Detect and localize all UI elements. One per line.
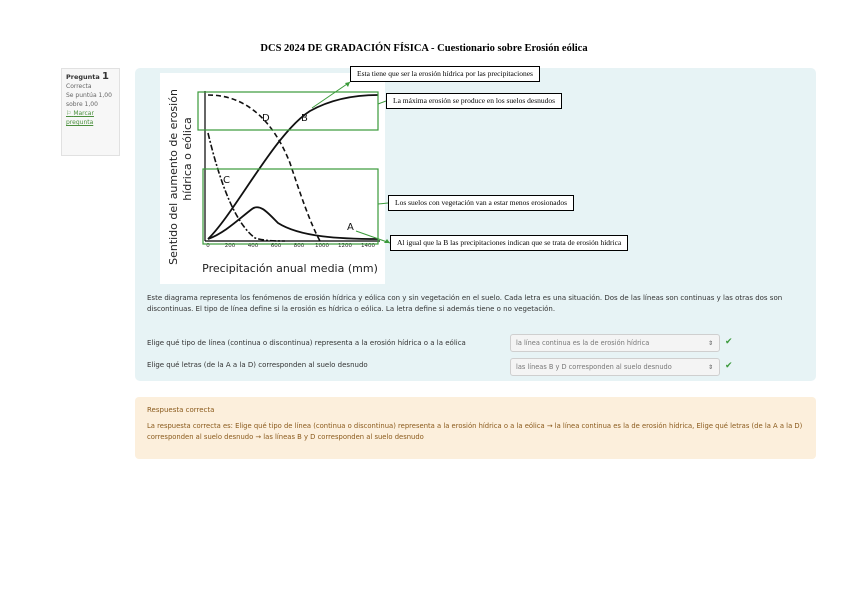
y-axis-title-line1: Sentido del aumento de erosión	[167, 89, 180, 265]
arrow-callout-2	[378, 101, 386, 104]
callout-hidrica: Esta tiene que ser la erosión hídrica por las precipitaciones	[350, 66, 540, 82]
arrow-callout-3	[378, 203, 388, 204]
check-icon: ✔	[725, 361, 733, 371]
flag-icon: ⚐	[66, 110, 72, 117]
x-axis-title: Precipitación anual media (mm)	[202, 262, 378, 275]
x-tick-800: 800	[293, 243, 305, 249]
x-tick-1000: 1000	[315, 243, 329, 249]
flag-question-link[interactable]: ⚐ Marcar pregunta	[66, 110, 94, 126]
curve-label-C: C	[223, 175, 230, 186]
feedback-text: La respuesta correcta es: Elige qué tipo de línea (continua o discontinua) representa a la erosión hídrica o a la eólica → la línea continua es la de erosión hídrica, Elige qué letras (de la A a la D) corresponden al suelo desnudo → las líneas B y D corresponden al suelo desnudo	[147, 422, 803, 441]
curve-label-D: D	[262, 113, 270, 124]
callout-vegetacion: Los suelos con vegetación van a estar menos erosionados	[388, 195, 574, 211]
x-tick-400: 400	[247, 243, 259, 249]
question-status: Correcta	[66, 83, 92, 90]
answer-select-2[interactable]: las líneas B y D corresponden al suelo desnudo ⇕	[510, 358, 720, 376]
answer-select-1[interactable]: la línea continua es la de erosión hídrica ⇕	[510, 334, 720, 352]
x-tick-1200: 1200	[338, 243, 352, 249]
arrow-callout-1	[312, 82, 350, 108]
select-arrow-icon: ⇕	[707, 364, 713, 371]
check-icon: ✔	[725, 337, 733, 347]
y-axis-title-line2: hídrica o eólica	[181, 117, 194, 201]
question-score: Se puntúa 1,00 sobre 1,00	[66, 92, 112, 108]
curve-label-B: B	[301, 113, 308, 124]
question-prompt-1: Elige qué tipo de línea (continua o discontinua) representa a la erosión hídrica o a la eólica	[147, 339, 466, 347]
question-prompt-2: Elige qué letras (de la A a la D) corresponden al suelo desnudo	[147, 361, 368, 369]
x-tick-200: 200	[224, 243, 236, 249]
callout-igual-b: Al igual que la B las precipitaciones indican que se trata de erosión hídrica	[390, 235, 628, 251]
page-title: DCS 2024 DE GRADACIÓN FÍSICA - Cuestionario sobre Erosión eólica	[260, 43, 588, 54]
curve-label-A: A	[347, 222, 354, 233]
x-tick-1400: 1400	[361, 243, 375, 249]
arrow-callout-4	[356, 231, 390, 243]
callout-maxima-erosion: La máxima erosión se produce en los suelos desnudos	[386, 93, 562, 109]
x-tick-0: 0	[206, 243, 210, 249]
question-number: Pregunta 1	[66, 71, 110, 82]
select-arrow-icon: ⇕	[707, 340, 713, 347]
x-tick-600: 600	[270, 243, 282, 249]
question-description: Este diagrama representa los fenómenos de erosión hídrica y eólica con y sin vegetación en el suelo. Cada letra es una situación. Dos de las líneas son continuas y las otras dos son discontinuas. El tipo de línea define si la erosión es hídrica o eólica. La letra define si además tiene o no vegetación.	[147, 294, 783, 313]
feedback-title: Respuesta correcta	[147, 406, 215, 414]
